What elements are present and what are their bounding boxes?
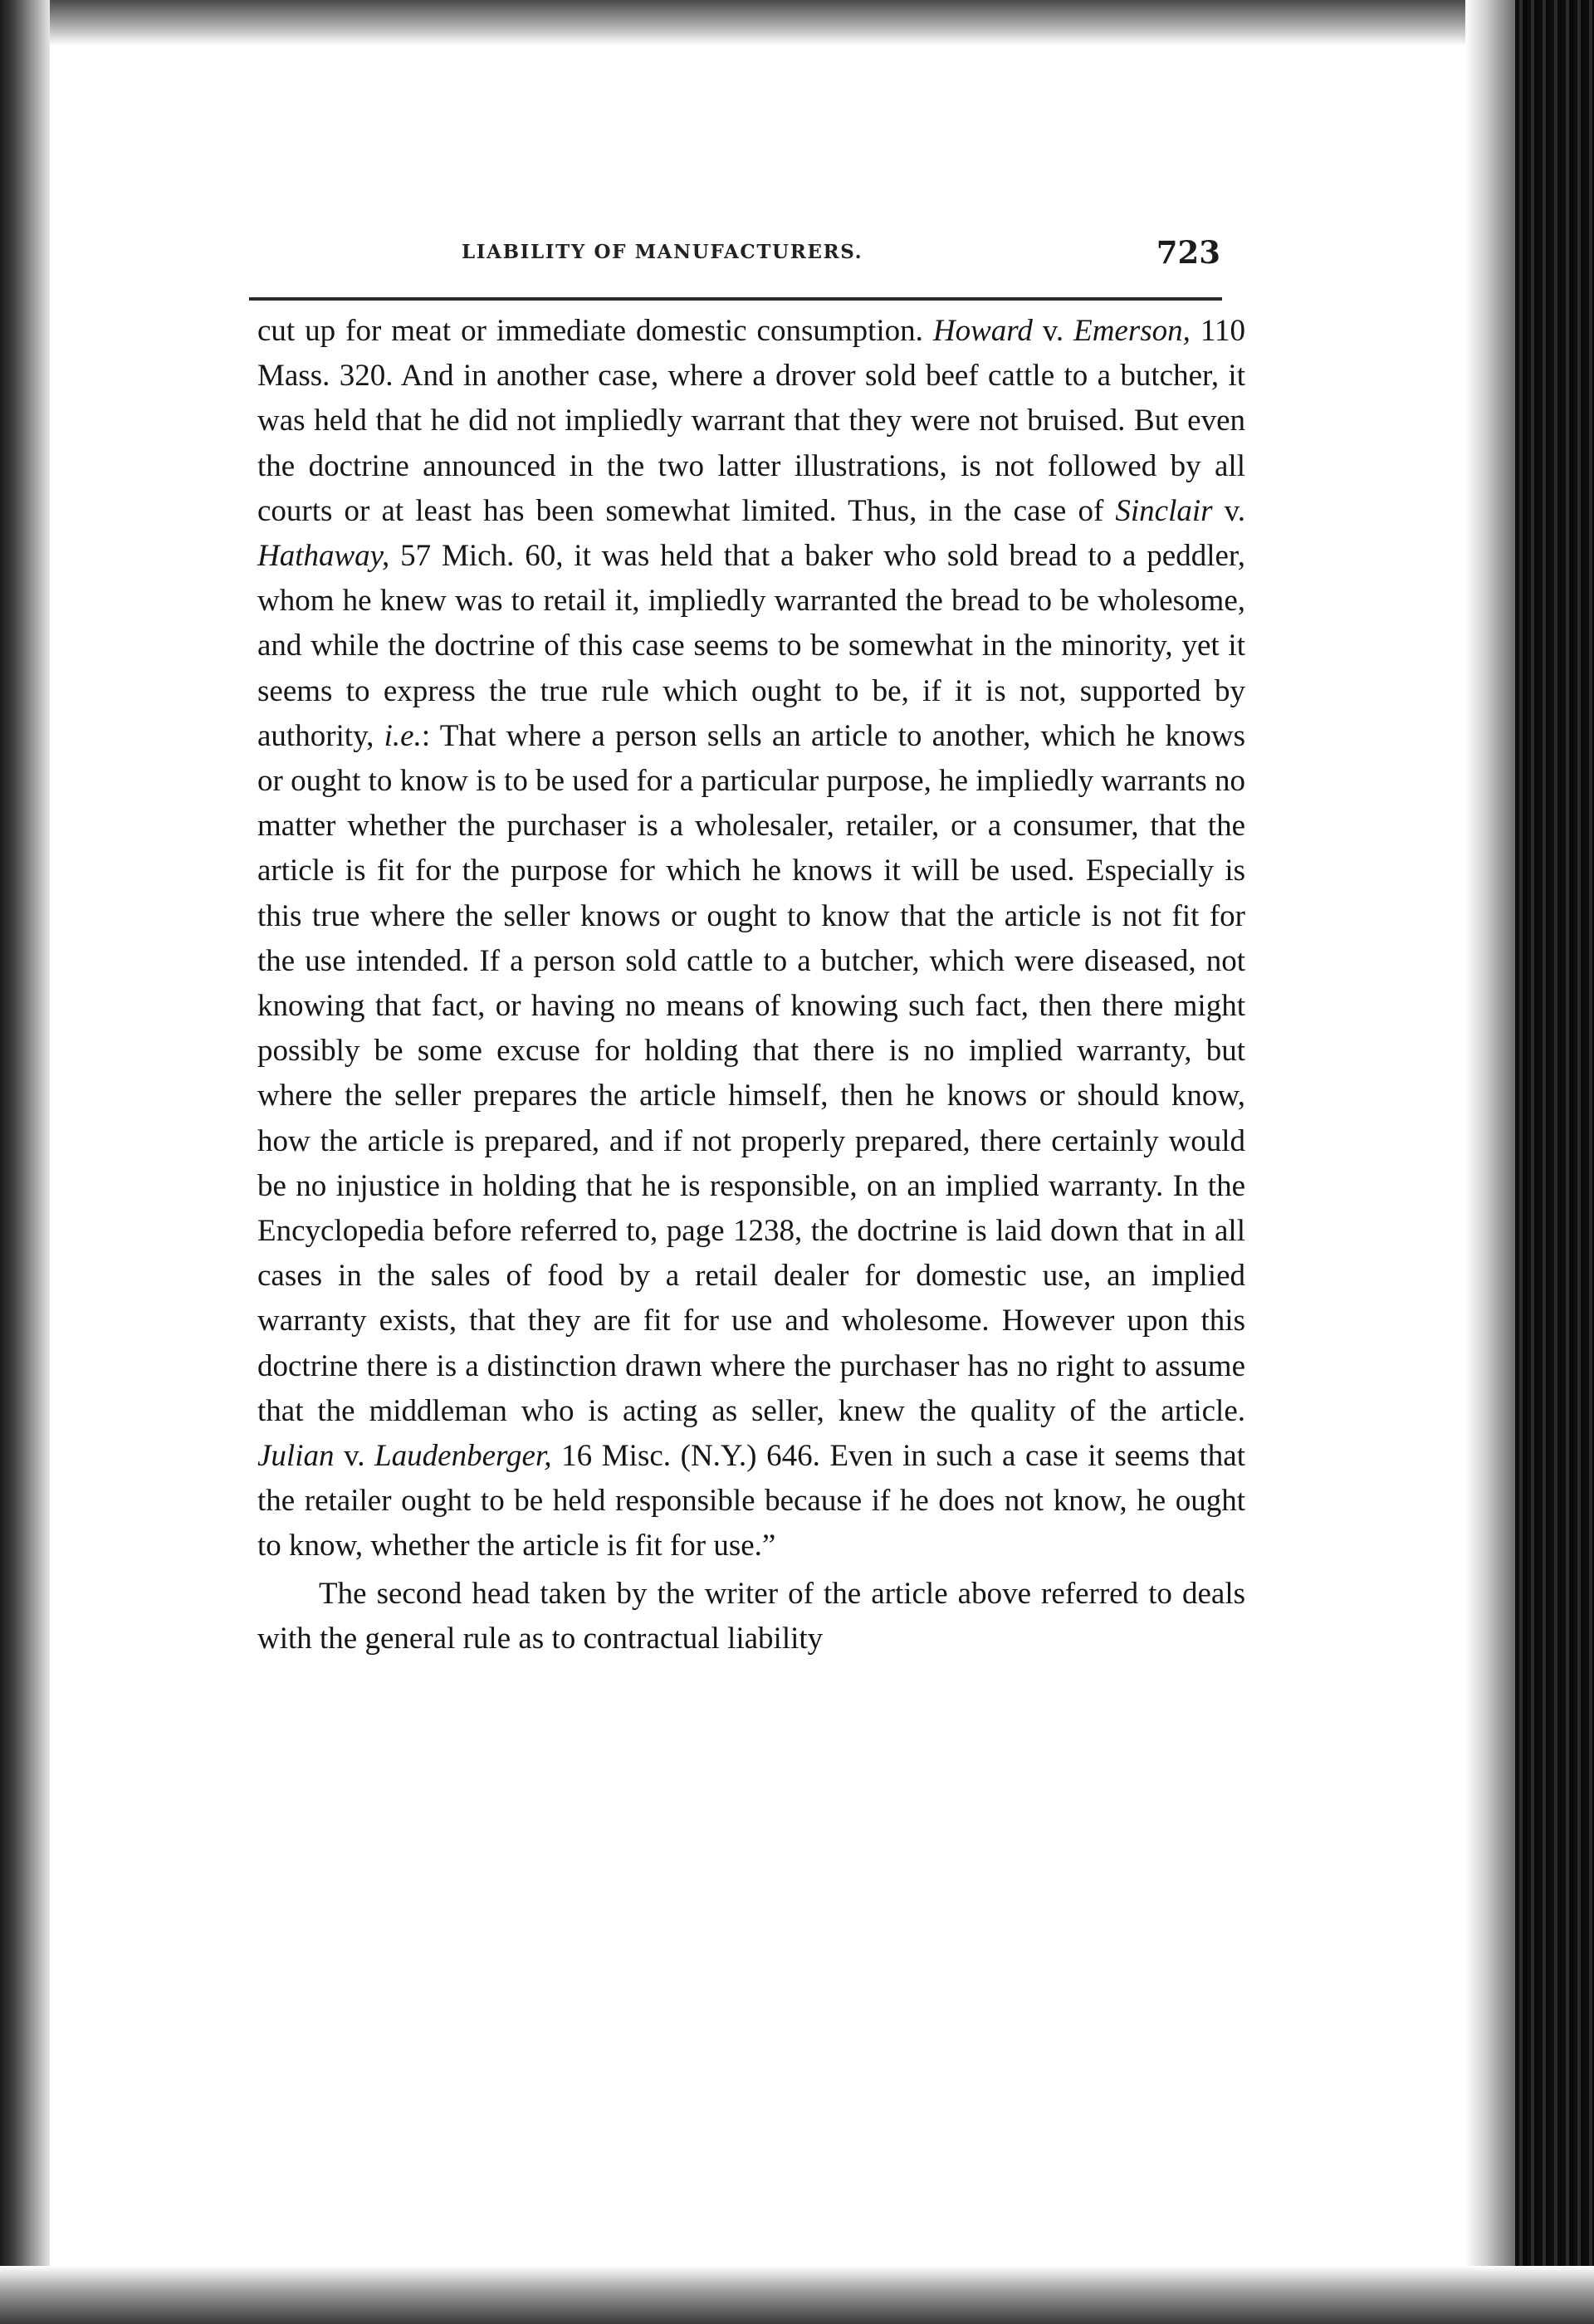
- text-run: 110 Mass. 320. And in another case, where a drover sold beef cattle to a butcher, it was held that he did not impliedly warrant that they were not bruised. But even the doctrine announced in the two latter illustrations, is not followed by all courts or at least has been somewhat limited. Thus, in the case of: [257, 314, 1245, 528]
- paragraph: [257, 309, 1245, 1569]
- page-number: 723: [1156, 234, 1220, 271]
- scan-shadow-top: [0, 0, 1594, 46]
- italic-run: Julian: [257, 1439, 335, 1474]
- italic-run: Laudenberger,: [374, 1439, 552, 1474]
- text-run: v.: [334, 1439, 375, 1474]
- scan-shadow-left: [0, 0, 50, 2324]
- scan-shadow-right-fade: [1465, 0, 1515, 2324]
- book-page-edges: [1515, 0, 1594, 2324]
- italic-run: i.e.: [384, 718, 422, 753]
- running-head: [257, 234, 1220, 279]
- text-run: v.: [1032, 314, 1074, 348]
- text-run: The second head taken by the writer of the article above referred to deals with the general rule as to contractual liability: [257, 1576, 1245, 1656]
- italic-run: Hathaway,: [257, 539, 390, 574]
- italic-run: Sinclair: [1115, 493, 1213, 528]
- text-run: : That where a person sells an article to another, which he knows or ought to know is to be used for a particular purpose, he impliedly warrants no matter whether the purchaser is a wholesaler, retailer, or a consumer, that the article is fit for the purpose for which he knows it will be used. Especially is this true where the seller knows or ought to know that the article is not fit for the use intended. If a person sold cattle to a butcher, which were diseased, not knowing that fact, or having no means of knowing such fact, then there might possibly be some excuse for holding that there is no implied warranty, but where the seller prepares the article himself, then he knows or should know, how the article is prepared, and if not properly prepared, there certainly would be no injustice in holding that he is responsible, on an implied warranty. In the Encyclopedia before referred to, page 1238, the doctrine is laid down that in all cases in the sales of food by a retail dealer for domestic use, an implied warranty exists, that they are fit for use and wholesome. However upon this doctrine there is a distinction drawn where the purchaser has no right to assume that the middleman who is acting as seller, knew the quality of the article.: [257, 718, 1245, 1428]
- page-body: [257, 309, 1245, 1661]
- text-run: v.: [1212, 493, 1245, 528]
- scan-shadow-bottom: [0, 2266, 1594, 2324]
- text-run: 57 Mich. 60, it was held that a baker who sold bread to a peddler, whom he knew was to retail it, impliedly warranted the bread to be wholesome, and while the doctrine of this case seems to be somewhat in the minority, yet it seems to express the true rule which ought to be, if it is not, supported by authority,: [257, 539, 1245, 753]
- paragraph: [257, 1572, 1245, 1661]
- running-title: LIABILITY OF MANUFACTURERS.: [462, 241, 863, 263]
- italic-run: Howard: [932, 314, 1033, 348]
- text-run: 16 Misc. (N.Y.) 646. Even in such a case it seems that the retailer ought to be held responsible because if he does not know, he ought to know, whether the article is fit for use.”: [257, 1439, 1245, 1563]
- header-rule: [249, 297, 1222, 301]
- text-run: cut up for meat or immediate domestic consumption.: [257, 314, 933, 348]
- italic-run: Emerson,: [1073, 314, 1191, 348]
